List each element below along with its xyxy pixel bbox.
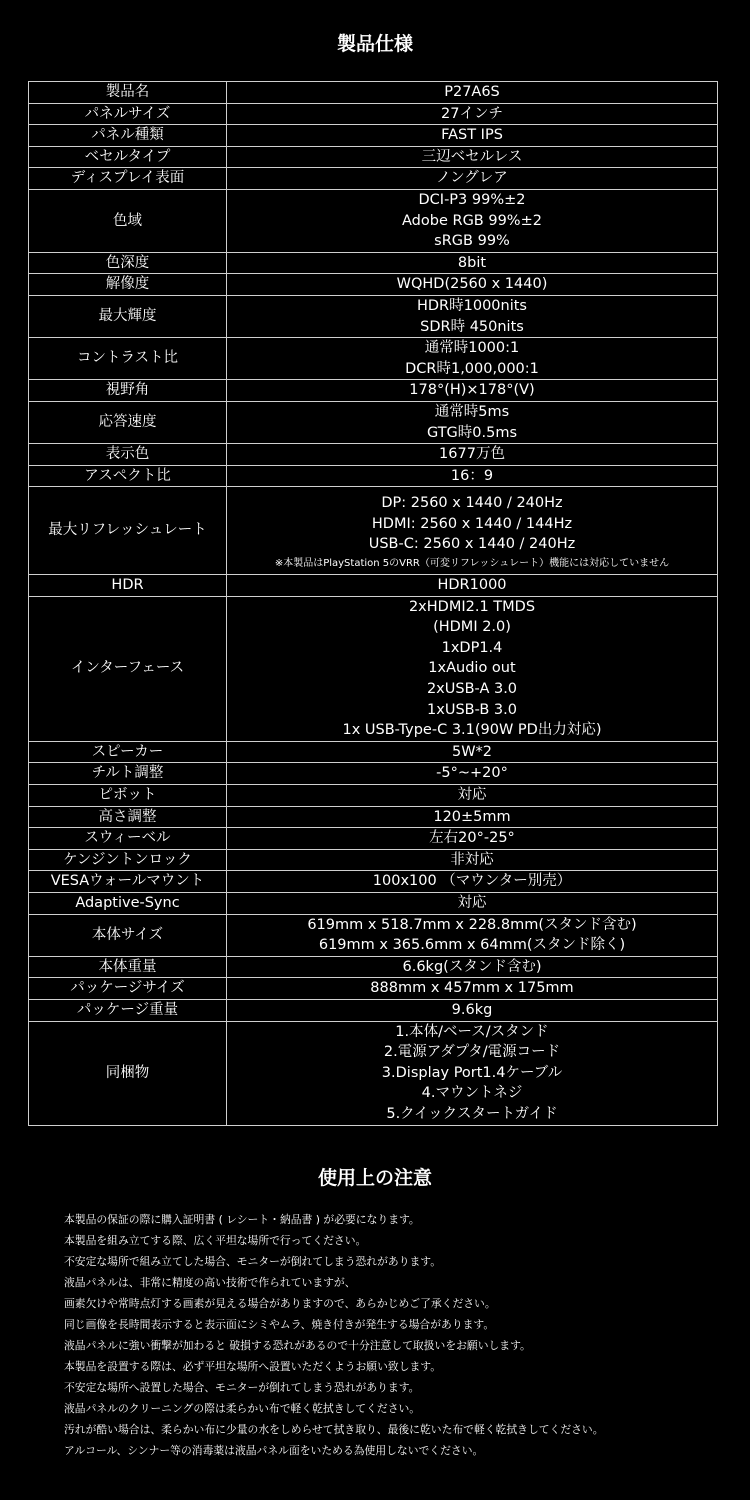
spec-value-line: 1xAudio out <box>428 660 516 677</box>
spec-row <box>29 806 718 828</box>
spec-row <box>29 978 718 1000</box>
spec-value-line: HDMI: 2560 x 1440 / 144Hz <box>371 515 573 532</box>
spec-label: ケンジントンロック <box>29 849 227 871</box>
spec-value-line: WQHD(2560 x 1440) <box>396 276 548 293</box>
spec-value-line: 1677万色 <box>439 446 505 463</box>
spec-value-line: 三辺ベセルレス <box>421 148 523 165</box>
spec-value <box>227 785 718 807</box>
spec-row <box>29 596 718 741</box>
spec-value <box>227 487 718 575</box>
spec-row <box>29 999 718 1021</box>
spec-label: 本体サイズ <box>29 914 227 956</box>
spec-value-note: ※本製品はPlayStation 5のVRR（可変リフレッシュレート）機能には対応していません <box>274 558 670 570</box>
spec-value <box>227 596 718 741</box>
spec-value-line: 5W*2 <box>451 743 493 760</box>
spec-label: パネルサイズ <box>29 103 227 125</box>
spec-value <box>227 741 718 763</box>
spec-value-line: 9.6kg <box>451 1001 493 1018</box>
spec-value-line: 5.クイックスタートガイド <box>386 1105 558 1122</box>
spec-label: Adaptive-Sync <box>29 892 227 914</box>
note-line: 画素欠けや常時点灯する画素が見える場合がありますので、あらかじめご了承ください。 <box>64 1297 496 1310</box>
note-line: 汚れが酷い場合は、柔らかい布に少量の水をしめらせて拭き取り、最後に乾いた布で軽く乾拭きしてください。 <box>64 1423 604 1436</box>
spec-value-line: sRGB 99% <box>434 233 510 250</box>
spec-value <box>227 871 718 893</box>
spec-row <box>29 189 718 252</box>
spec-value <box>227 763 718 785</box>
spec-value <box>227 103 718 125</box>
spec-value-line: 4.マウントネジ <box>421 1085 523 1102</box>
spec-row <box>29 168 718 190</box>
spec-row <box>29 785 718 807</box>
spec-row <box>29 380 718 402</box>
spec-label: スピーカー <box>29 741 227 763</box>
spec-value-line: HDR1000 <box>437 577 507 594</box>
spec-value <box>227 168 718 190</box>
spec-row <box>29 103 718 125</box>
spec-value-line: 6.6kg(スタンド含む) <box>402 958 542 975</box>
spec-label: HDR <box>29 575 227 597</box>
spec-label: 視野角 <box>29 380 227 402</box>
spec-value <box>227 274 718 296</box>
spec-label: 最大リフレッシュレート <box>29 487 227 575</box>
spec-value-line: SDR時 450nits <box>420 318 524 335</box>
spec-value <box>227 956 718 978</box>
spec-value-line: 2xHDMI2.1 TMDS <box>408 598 536 615</box>
spec-value-line: 8bit <box>457 254 487 271</box>
spec-value-line: 非対応 <box>450 851 494 868</box>
spec-value <box>227 189 718 252</box>
spec-value-line: 通常時1000:1 <box>424 340 520 357</box>
spec-value <box>227 849 718 871</box>
spec-value-line: 対応 <box>457 787 487 803</box>
spec-value <box>227 914 718 956</box>
spec-row <box>29 849 718 871</box>
spec-value-line: 619mm x 365.6mm x 64mm(スタンド除く) <box>318 937 626 954</box>
spec-value-line: FAST IPS <box>441 127 503 144</box>
note-line: 液晶パネルのクリーニングの際は柔らかい布で軽く乾拭きしてください。 <box>64 1402 421 1415</box>
spec-label: パッケージ重量 <box>29 999 227 1021</box>
note-line: 液晶パネルに強い衝撃が加わると 破損する恐れがあるので十分注意して取扱いをお願いします。 <box>64 1339 531 1352</box>
spec-value-line: ノングレア <box>436 170 508 187</box>
note-line: アルコール、シンナー等の消毒薬は液晶パネル面をいためる為使用しないでください。 <box>64 1444 484 1457</box>
spec-row <box>29 295 718 337</box>
spec-value-line: USB-C: 2560 x 1440 / 240Hz <box>368 536 576 553</box>
spec-row <box>29 487 718 575</box>
spec-value-line: HDR時1000nits <box>416 297 527 314</box>
spec-table-body <box>29 82 718 1126</box>
spec-row <box>29 575 718 597</box>
spec-value <box>227 828 718 850</box>
spec-value <box>227 295 718 337</box>
spec-value <box>227 146 718 168</box>
notes-title: 使用上の注意 <box>317 1167 432 1189</box>
spec-value <box>227 1021 718 1125</box>
spec-value <box>227 892 718 914</box>
spec-row <box>29 892 718 914</box>
spec-row <box>29 82 718 104</box>
spec-value <box>227 82 718 104</box>
spec-value-line: (HDMI 2.0) <box>433 619 511 636</box>
spec-row <box>29 871 718 893</box>
spec-table <box>28 81 718 1126</box>
spec-label: 表示色 <box>29 444 227 466</box>
spec-value <box>227 338 718 380</box>
spec-label: 解像度 <box>29 274 227 296</box>
spec-value-line: 100x100 （マウンター別売） <box>372 873 572 890</box>
spec-value-line: 1x USB-Type-C 3.1(90W PD出力対応) <box>342 722 602 739</box>
spec-label: 色深度 <box>29 252 227 274</box>
spec-label: インターフェース <box>29 596 227 741</box>
spec-label: パッケージサイズ <box>29 978 227 1000</box>
spec-value-line: Adobe RGB 99%±2 <box>402 212 542 229</box>
spec-value-line: 対応 <box>457 894 487 911</box>
spec-value-line: DCI-P3 99%±2 <box>418 191 526 208</box>
spec-row <box>29 956 718 978</box>
spec-value-line: DP: 2560 x 1440 / 240Hz <box>381 495 563 512</box>
spec-label: ピボット <box>29 785 227 807</box>
spec-value <box>227 125 718 147</box>
spec-row <box>29 252 718 274</box>
spec-row <box>29 741 718 763</box>
spec-label: 最大輝度 <box>29 295 227 337</box>
spec-label: ディスプレイ表面 <box>29 168 227 190</box>
spec-value-line: 1xDP1.4 <box>441 639 503 656</box>
spec-label: 高さ調整 <box>29 806 227 828</box>
spec-row <box>29 401 718 443</box>
spec-row <box>29 828 718 850</box>
spec-value-line: -5°~+20° <box>436 765 508 782</box>
spec-row <box>29 146 718 168</box>
spec-label: ベセルタイプ <box>29 146 227 168</box>
spec-value-line: 通常時5ms <box>434 403 510 420</box>
spec-row <box>29 1021 718 1125</box>
spec-value-line: 2.電源アダプタ/電源コード <box>383 1044 561 1061</box>
spec-title: 製品仕様 <box>336 33 413 55</box>
spec-label: コントラスト比 <box>29 338 227 380</box>
spec-label: 本体重量 <box>29 956 227 978</box>
spec-value-line: 120±5mm <box>433 808 511 825</box>
spec-value-line: 888mm x 457mm x 175mm <box>370 980 574 997</box>
spec-row <box>29 125 718 147</box>
spec-value-line: 左右20°-25° <box>429 830 515 847</box>
spec-value <box>227 380 718 402</box>
spec-value-line: GTG時0.5ms <box>426 424 518 441</box>
spec-label: パネル種類 <box>29 125 227 147</box>
note-line: 不安定な場所へ設置した場合、モニターが倒れてしまう恐れがあります。 <box>64 1381 420 1394</box>
spec-value-line: 1.本体/ベース/スタンド <box>395 1023 549 1040</box>
spec-value <box>227 252 718 274</box>
spec-label: スウィーベル <box>29 828 227 850</box>
spec-value-line: 1xUSB-B 3.0 <box>427 701 517 718</box>
spec-value-line: 16：9 <box>450 467 494 484</box>
spec-label: 応答速度 <box>29 401 227 443</box>
note-line: 本製品を設置する際は、必ず平坦な場所へ設置いただくようお願い致します。 <box>64 1360 442 1373</box>
spec-label: VESAウォールマウント <box>29 871 227 893</box>
spec-value <box>227 978 718 1000</box>
spec-row <box>29 338 718 380</box>
note-line: 液晶パネルは、非常に精度の高い技術で作られていますが、 <box>64 1276 356 1289</box>
spec-row <box>29 465 718 487</box>
spec-value-line: 27インチ <box>441 105 503 122</box>
spec-value <box>227 575 718 597</box>
note-line: 同じ画像を長時間表示すると表示面にシミやムラ、焼き付きが発生する場合があります。 <box>64 1318 495 1331</box>
spec-value-line: DCR時1,000,000:1 <box>405 360 539 377</box>
notes-list <box>64 1209 724 1461</box>
spec-label: アスペクト比 <box>29 465 227 487</box>
spec-row <box>29 914 718 956</box>
spec-label: チルト調整 <box>29 763 227 785</box>
spec-value <box>227 806 718 828</box>
spec-value-line: 178°(H)×178°(V) <box>409 382 535 399</box>
spec-value-line: P27A6S <box>444 84 500 100</box>
spec-row <box>29 444 718 466</box>
note-line: 本製品の保証の際に購入証明書 ( レシート・納品書 ) が必要になります。 <box>64 1213 420 1226</box>
spec-value <box>227 401 718 443</box>
spec-value-line: 3.Display Port1.4ケーブル <box>381 1064 563 1081</box>
spec-label: 色域 <box>29 189 227 252</box>
spec-value-line: 619mm x 518.7mm x 228.8mm(スタンド含む) <box>307 916 637 933</box>
spec-label: 同梱物 <box>29 1021 227 1125</box>
spec-value-line: 2xUSB-A 3.0 <box>426 681 518 698</box>
spec-row <box>29 763 718 785</box>
spec-row <box>29 274 718 296</box>
spec-value <box>227 465 718 487</box>
spec-value <box>227 999 718 1021</box>
spec-value <box>227 444 718 466</box>
note-line: 不安定な場所で組み立てした場合、モニターが倒れてしまう恐れがあります。 <box>64 1255 442 1268</box>
note-line: 本製品を組み立てする際、広く平坦な場所で行ってください。 <box>64 1234 367 1247</box>
spec-label: 製品名 <box>29 82 227 104</box>
